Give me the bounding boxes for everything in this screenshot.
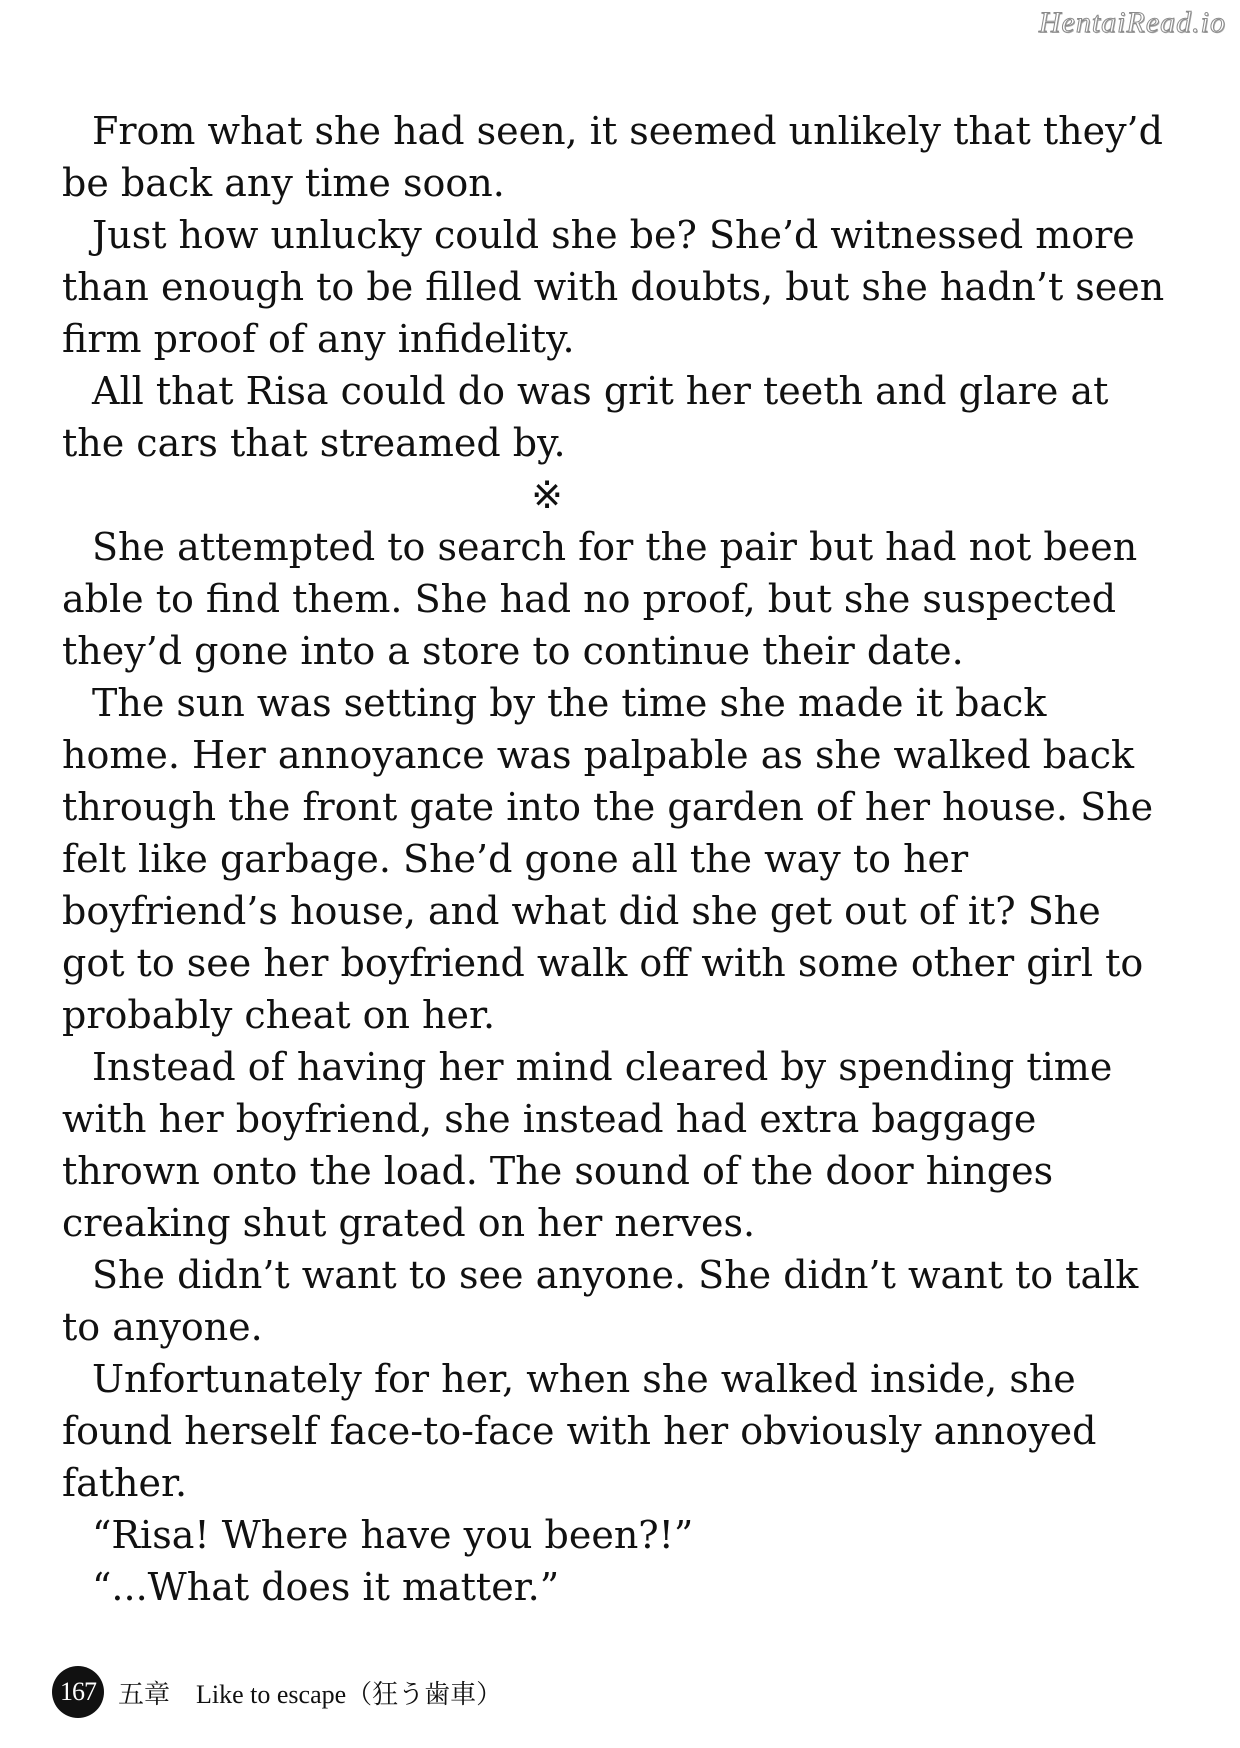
paragraph-4: She attempted to search for the pair but had not been able to find them. She had no proof, but she suspected they’d gone into a store to continue their date. [62, 525, 1138, 673]
paragraph-8: Unfortunately for her, when she walked inside, she found herself face-to-face with her obviously annoyed father. [62, 1357, 1097, 1505]
paragraph-2: Just how unlucky could she be? She’d witnessed more than enough to be filled with doubts, but she hadn’t seen firm proof of any infidelity. [62, 213, 1165, 361]
scene-break-symbol: ※ [531, 473, 563, 517]
dialogue-line-1: “Risa! Where have you been?!” [92, 1513, 694, 1557]
dialogue-line-2: “...What does it matter.” [92, 1565, 560, 1609]
chapter-title: 五章 Like to escape（狂う歯車） [118, 1679, 503, 1709]
site-watermark: HentaiRead.io [1038, 6, 1226, 39]
page-number-badge: 167 [52, 1666, 104, 1718]
paragraph-6: Instead of having her mind cleared by spending time with her boyfriend, she instead had extra baggage thrown onto the load. The sound of the door hinges creaking shut grated on her nerves. [62, 1045, 1113, 1245]
paragraph-1: From what she had seen, it seemed unlikely that they’d be back any time soon. [62, 109, 1163, 205]
paragraph-3: All that Risa could do was grit her teeth and glare at the cars that streamed by. [62, 369, 1109, 465]
page-footer [52, 1665, 502, 1719]
paragraph-7: She didn’t want to see anyone. She didn’t want to talk to anyone. [62, 1253, 1139, 1349]
paragraph-5: The sun was setting by the time she made it back home. Her annoyance was palpable as she walked back through the front gate into the garden of her house. She felt like garbage. She’d gone all the way to her boyfriend’s house, and what did she get out of it? She got to see her boyfriend walk off with some other girl to probably cheat on her. [62, 681, 1154, 1037]
page-body-text [62, 105, 1172, 1613]
